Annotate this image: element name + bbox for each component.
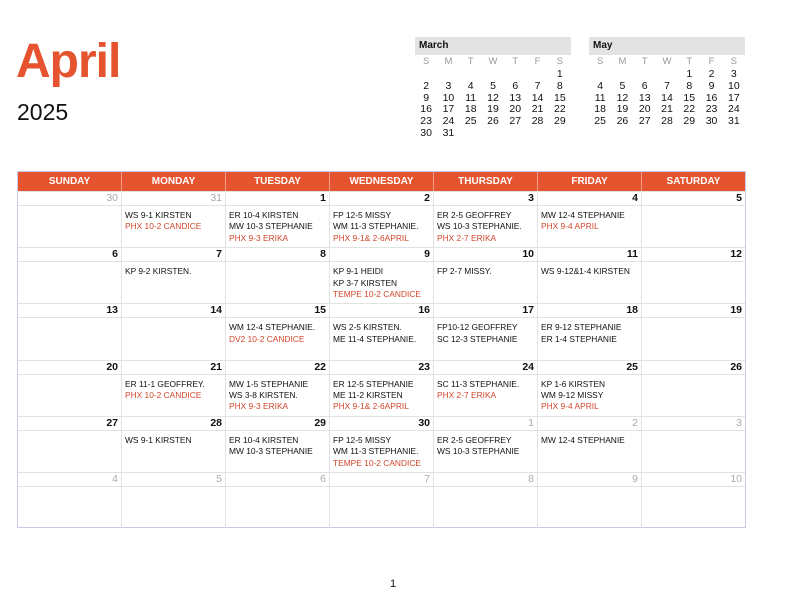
day-events	[642, 487, 745, 491]
day-number: 30	[330, 417, 433, 431]
calendar-day-cell[interactable]	[538, 473, 642, 528]
calendar-day-cell[interactable]	[122, 417, 226, 472]
mini-day: 31	[442, 126, 455, 139]
mini-day: 28	[531, 115, 544, 128]
day-number: 31	[122, 192, 225, 206]
mini-weekday-label: S	[422, 56, 430, 67]
day-events	[642, 375, 745, 379]
day-number: 5	[122, 473, 225, 487]
mini-day	[482, 128, 504, 140]
month-calendar-grid	[17, 171, 746, 528]
calendar-week-row	[18, 191, 745, 247]
mini-day: 20	[638, 103, 651, 116]
calendar-event[interactable]: WM 12-4 STEPHANIE.	[229, 322, 316, 333]
mini-weekday-label: F	[534, 56, 541, 67]
mini-weekday-label: M	[444, 56, 453, 67]
day-number: 13	[18, 304, 121, 318]
mini-day: 14	[531, 91, 544, 104]
mini-day	[504, 128, 526, 140]
calendar-day-cell[interactable]	[330, 417, 434, 472]
mini-week-row	[415, 81, 571, 93]
year-title: 2025	[17, 99, 69, 125]
day-events	[18, 487, 121, 491]
calendar-day-cell[interactable]	[642, 473, 745, 528]
day-number: 26	[642, 361, 745, 375]
day-events	[642, 262, 745, 266]
calendar-event[interactable]: ER 9-12 STEPHANIE	[541, 322, 622, 333]
calendar-week-row	[18, 247, 745, 303]
calendar-day-cell[interactable]	[122, 361, 226, 416]
calendar-day-cell[interactable]	[330, 248, 434, 303]
day-events	[538, 431, 641, 446]
calendar-day-cell[interactable]	[642, 417, 745, 472]
day-events	[434, 206, 537, 244]
calendar-day-cell[interactable]	[226, 248, 330, 303]
calendar-week-row	[18, 472, 745, 528]
calendar-event[interactable]: KP 9-2 KIRSTEN.	[125, 266, 192, 277]
day-number: 15	[226, 304, 329, 318]
mini-day: 27	[509, 115, 522, 128]
calendar-day-cell[interactable]	[18, 473, 122, 528]
mini-day: 2	[423, 79, 430, 92]
calendar-day-cell[interactable]	[226, 361, 330, 416]
calendar-event[interactable]: ME 11-2 KIRSTEN	[333, 389, 403, 400]
calendar-day-cell[interactable]	[226, 473, 330, 528]
calendar-event[interactable]: PHX 10-2 CANDICE	[125, 389, 202, 400]
mini-day: 31	[728, 115, 740, 128]
calendar-day-cell[interactable]	[538, 304, 642, 359]
day-number: 21	[122, 361, 225, 375]
calendar-week-row	[18, 416, 745, 472]
mini-day: 15	[683, 91, 696, 104]
weekday-header	[18, 172, 745, 191]
weekday-header-wednesday: WEDNESDAY	[330, 172, 434, 191]
day-events	[642, 318, 745, 322]
day-number: 8	[226, 248, 329, 262]
day-events	[538, 487, 641, 491]
day-events	[642, 206, 745, 210]
day-number: 14	[122, 304, 225, 318]
weekday-header-sunday: SUNDAY	[18, 172, 122, 191]
calendar-event[interactable]: PHX 9-1& 2-6APRIL	[333, 232, 409, 243]
mini-calendar	[589, 37, 745, 128]
day-number: 3	[434, 192, 537, 206]
mini-day: 21	[661, 103, 673, 116]
day-events	[330, 262, 433, 300]
mini-day: 24	[728, 103, 740, 116]
mini-day: 26	[487, 115, 499, 128]
mini-week-row	[415, 116, 571, 128]
mini-day: 20	[509, 103, 522, 116]
day-number: 7	[122, 248, 225, 262]
day-number: 7	[330, 473, 433, 487]
mini-day: 30	[420, 126, 432, 139]
calendar-day-cell[interactable]	[434, 473, 538, 528]
page-number: 1	[390, 578, 397, 590]
calendar-week-row	[18, 360, 745, 416]
day-events	[226, 206, 329, 244]
calendar-day-cell[interactable]	[18, 304, 122, 359]
calendar-day-cell[interactable]	[642, 248, 745, 303]
mini-weekday-label: T	[467, 56, 474, 67]
day-number: 8	[434, 473, 537, 487]
mini-day: 11	[465, 91, 477, 104]
calendar-event[interactable]: FP 12-5 MISSY	[333, 434, 392, 445]
calendar-event[interactable]: WS 9-1 KIRSTEN	[125, 210, 192, 220]
calendar-day-cell[interactable]	[18, 417, 122, 472]
mini-day: 19	[616, 103, 629, 116]
calendar-day-cell[interactable]	[434, 361, 538, 416]
mini-day: 17	[728, 91, 740, 104]
day-events	[538, 318, 641, 345]
day-number: 24	[434, 361, 537, 375]
day-events	[434, 431, 537, 458]
day-events	[538, 262, 641, 277]
mini-day: 13	[638, 91, 651, 104]
mini-weekday-label: W	[662, 56, 672, 67]
calendar-day-cell[interactable]	[122, 192, 226, 247]
calendar-event[interactable]: WS 10-3 STEPHANIE	[437, 446, 520, 457]
mini-day: 23	[705, 103, 718, 116]
calendar-day-cell[interactable]	[538, 417, 642, 472]
mini-day: 9	[708, 79, 715, 92]
calendar-event[interactable]: MW 10-3 STEPHANIE	[229, 221, 313, 232]
day-events	[122, 262, 225, 277]
calendar-event[interactable]: WS 10-3 STEPHANIE.	[437, 221, 522, 232]
calendar-day-cell[interactable]	[122, 304, 226, 359]
calendar-event[interactable]: SC 11-3 STEPHANIE.	[437, 378, 520, 389]
calendar-event[interactable]: FP 12-5 MISSY	[333, 210, 392, 220]
day-number: 10	[642, 473, 745, 487]
day-number: 9	[330, 248, 433, 262]
calendar-event[interactable]: PHX 9-4 APRIL	[541, 401, 599, 412]
mini-day: 18	[594, 103, 606, 116]
day-number: 25	[538, 361, 641, 375]
weekday-header-friday: FRIDAY	[538, 172, 642, 191]
day-events	[434, 262, 537, 277]
mini-calendar-table	[589, 55, 745, 128]
mini-calendar-title: May	[589, 37, 745, 55]
day-number: 20	[18, 361, 121, 375]
day-events	[18, 318, 121, 322]
mini-day: 25	[464, 115, 477, 128]
mini-day: 12	[487, 91, 499, 104]
day-number: 12	[642, 248, 745, 262]
mini-day	[526, 128, 548, 140]
mini-day: 4	[597, 79, 604, 92]
mini-weekday-label: T	[641, 56, 648, 67]
mini-day: 16	[705, 91, 718, 104]
calendar-event[interactable]: MW 12-4 STEPHANIE	[541, 434, 625, 445]
calendar-event[interactable]: TEMPE 10-2 CANDICE	[333, 457, 421, 468]
day-events	[330, 487, 433, 491]
calendar-day-cell[interactable]	[330, 361, 434, 416]
mini-weekday-label: T	[512, 56, 519, 67]
calendar-event[interactable]: PHX 10-2 CANDICE	[125, 221, 202, 232]
calendar-event[interactable]: WS 2-5 KIRSTEN.	[333, 322, 402, 333]
mini-day: 5	[490, 79, 496, 92]
mini-day: 18	[464, 103, 477, 116]
mini-calendar-title: March	[415, 37, 571, 55]
day-number: 11	[538, 248, 641, 262]
mini-weekday-row	[589, 55, 745, 69]
calendar-event[interactable]: KP 3-7 KIRSTEN	[333, 277, 398, 288]
calendar-event[interactable]: FP10-12 GEOFFREY	[437, 322, 518, 333]
mini-day: 2	[708, 68, 715, 80]
mini-weekday-row	[415, 55, 571, 69]
calendar-day-cell[interactable]	[330, 473, 434, 528]
calendar-day-cell[interactable]	[122, 248, 226, 303]
calendar-day-cell[interactable]	[434, 248, 538, 303]
day-events	[122, 431, 225, 446]
mini-weekday-label: F	[708, 56, 715, 67]
day-number: 19	[642, 304, 745, 318]
day-events	[226, 318, 329, 345]
calendar-event[interactable]: FP 2-7 MISSY.	[437, 266, 492, 277]
weekday-header-saturday: SATURDAY	[666, 176, 721, 187]
calendar-day-cell[interactable]	[538, 192, 642, 247]
day-number: 1	[226, 192, 329, 206]
mini-calendar	[415, 37, 571, 140]
calendar-day-cell[interactable]	[434, 417, 538, 472]
mini-weekday-label: S	[596, 56, 604, 67]
mini-day: 1	[556, 68, 563, 80]
day-events	[434, 375, 537, 402]
mini-day: 22	[554, 103, 566, 116]
day-events	[330, 431, 433, 469]
mini-day: 27	[638, 115, 651, 128]
mini-day: 7	[534, 79, 541, 92]
day-events	[18, 431, 121, 435]
mini-week-row	[415, 128, 571, 140]
calendar-event[interactable]: ER 10-4 KIRSTEN	[229, 210, 299, 220]
calendar-event[interactable]: WM 11-3 STEPHANIE.	[333, 221, 419, 232]
mini-day: 23	[420, 115, 432, 128]
day-number: 28	[122, 417, 225, 431]
day-events	[226, 431, 329, 458]
day-events	[18, 206, 121, 210]
mini-day: 3	[730, 68, 737, 80]
mini-day: 4	[467, 79, 474, 92]
day-number: 18	[538, 304, 641, 318]
day-events	[330, 318, 433, 345]
mini-weekday-label: S	[730, 56, 738, 67]
day-events	[226, 487, 329, 491]
mini-day: 13	[509, 91, 522, 104]
calendar-day-cell[interactable]	[18, 248, 122, 303]
mini-day: 16	[420, 103, 432, 116]
calendar-event[interactable]: PHX 9-4 APRIL	[541, 221, 599, 232]
calendar-event[interactable]: ER 1-4 STEPHANIE	[541, 333, 617, 344]
day-number: 6	[18, 248, 121, 262]
mini-day: 9	[423, 91, 430, 104]
calendar-day-cell[interactable]	[642, 192, 745, 247]
calendar-day-cell[interactable]	[18, 192, 122, 247]
day-number: 29	[226, 417, 329, 431]
mini-day: 19	[487, 103, 499, 116]
calendar-event[interactable]: WM 11-3 STEPHANIE.	[333, 446, 419, 457]
weekday-header-thursday: THURSDAY	[434, 172, 538, 191]
day-number: 10	[434, 248, 537, 262]
day-events	[18, 262, 121, 266]
mini-day: 30	[705, 115, 718, 128]
day-events	[122, 375, 225, 402]
day-events	[122, 206, 225, 233]
mini-day: 6	[641, 79, 648, 92]
day-events	[330, 206, 433, 244]
mini-day: 8	[686, 79, 693, 92]
calendar-event[interactable]: PHX 2-7 ERIKA	[437, 232, 497, 243]
calendar-event[interactable]: MW 1-5 STEPHANIE	[229, 378, 309, 389]
mini-day: 7	[664, 79, 670, 92]
day-number: 1	[434, 417, 537, 431]
mini-day: 11	[594, 91, 606, 104]
mini-day: 28	[661, 115, 673, 128]
calendar-event[interactable]: PHX 2-7 ERIKA	[437, 389, 497, 400]
day-number: 2	[330, 192, 433, 206]
mini-day: 29	[554, 115, 566, 128]
mini-day: 15	[554, 91, 566, 104]
calendar-day-cell[interactable]	[226, 304, 330, 359]
calendar-day-cell[interactable]	[18, 361, 122, 416]
day-events	[642, 431, 745, 435]
calendar-day-cell[interactable]	[226, 417, 330, 472]
day-number: 4	[18, 473, 121, 487]
day-number: 5	[642, 192, 745, 206]
day-number: 2	[538, 417, 641, 431]
day-number: 27	[18, 417, 121, 431]
calendar-event[interactable]: DV2 10-2 CANDICE	[229, 333, 305, 344]
calendar-event[interactable]: SC 12-3 STEPHANIE	[437, 333, 518, 344]
calendar-day-cell[interactable]	[330, 304, 434, 359]
day-events	[122, 318, 225, 322]
calendar-event[interactable]: MW 10-3 STEPHANIE	[229, 446, 313, 457]
calendar-event[interactable]: PHX 9-3 ERIKA	[229, 232, 289, 243]
day-number: 16	[330, 304, 433, 318]
calendar-day-cell[interactable]	[642, 304, 745, 359]
day-events	[226, 375, 329, 413]
calendar-week-row	[18, 303, 745, 359]
calendar-event[interactable]: ER 12-5 STEPHANIE	[333, 378, 414, 389]
mini-weekday-label: M	[618, 56, 627, 67]
calendar-event[interactable]: WM 9-12 MISSY	[541, 389, 604, 400]
calendar-event[interactable]: WS 9-1 KIRSTEN	[125, 434, 192, 445]
calendar-day-cell[interactable]	[226, 192, 330, 247]
day-number: 9	[538, 473, 641, 487]
mini-weekday-label: S	[556, 56, 564, 67]
month-title: April	[16, 35, 121, 88]
day-number: 4	[538, 192, 641, 206]
calendar-event[interactable]: ER 11-1 GEOFFREY.	[125, 378, 205, 389]
day-events	[538, 375, 641, 413]
calendar-event[interactable]: KP 1-6 KIRSTEN	[541, 378, 606, 389]
mini-day: 14	[661, 91, 673, 104]
mini-day: 12	[616, 91, 629, 104]
calendar-day-cell[interactable]	[642, 361, 745, 416]
day-events	[18, 375, 121, 379]
day-number: 17	[434, 304, 537, 318]
mini-calendar-table	[415, 55, 571, 140]
day-number: 30	[18, 192, 121, 206]
weekday-header-monday: MONDAY	[122, 172, 226, 191]
mini-day: 1	[686, 68, 693, 80]
calendar-day-cell[interactable]	[434, 192, 538, 247]
calendar-event[interactable]: MW 12-4 STEPHANIE	[541, 210, 625, 220]
mini-day: 8	[556, 79, 563, 92]
calendar-day-cell[interactable]	[434, 304, 538, 359]
calendar-body	[18, 191, 745, 528]
calendar-event[interactable]: TEMPE 10-2 CANDICE	[333, 289, 421, 299]
calendar-event[interactable]: KP 9-1 HEIDI	[333, 266, 384, 277]
calendar-event[interactable]: ER 2-5 GEOFFREY	[437, 434, 512, 445]
mini-day: 5	[619, 79, 626, 92]
mini-day: 22	[683, 103, 696, 116]
mini-day: 29	[683, 115, 696, 128]
mini-day: 3	[445, 79, 452, 92]
mini-week-row	[589, 81, 745, 93]
calendar-event[interactable]: PHX 9-3 ERIKA	[229, 401, 289, 412]
calendar-day-cell[interactable]	[330, 192, 434, 247]
calendar-day-cell[interactable]	[538, 361, 642, 416]
day-events	[434, 487, 537, 491]
calendar-event[interactable]: WS 3-8 KIRSTEN.	[229, 389, 298, 400]
day-number: 23	[330, 361, 433, 375]
calendar-event[interactable]: WS 9-12&1-4 KIRSTEN	[541, 266, 630, 277]
mini-weekday-label: W	[488, 56, 498, 67]
day-events	[330, 375, 433, 413]
weekday-header-tuesday: TUESDAY	[226, 172, 330, 191]
day-number: 3	[642, 417, 745, 431]
mini-day	[549, 128, 571, 140]
calendar-day-cell[interactable]	[538, 248, 642, 303]
day-events	[538, 206, 641, 233]
day-events	[434, 318, 537, 345]
mini-day: 25	[594, 115, 606, 128]
mini-day: 24	[442, 115, 455, 128]
mini-day: 26	[616, 115, 629, 128]
day-number: 6	[226, 473, 329, 487]
day-events	[122, 487, 225, 491]
mini-weekday-label: T	[686, 56, 693, 67]
calendar-event[interactable]: ER 2-5 GEOFFREY	[437, 210, 512, 220]
mini-day: 10	[442, 91, 455, 104]
calendar-day-cell[interactable]	[122, 473, 226, 528]
calendar-event[interactable]: PHX 9-1& 2-6APRIL	[333, 401, 409, 412]
mini-day	[460, 128, 482, 140]
calendar-event[interactable]: ME 11-4 STEPHANIE.	[333, 333, 417, 344]
mini-week-row	[589, 116, 745, 128]
mini-day: 21	[531, 103, 544, 116]
day-number: 22	[226, 361, 329, 375]
mini-day: 6	[512, 79, 519, 92]
mini-day: 17	[442, 103, 455, 116]
calendar-event[interactable]: ER 10-4 KIRSTEN	[229, 434, 299, 445]
mini-day: 10	[728, 79, 740, 92]
day-events	[226, 262, 329, 266]
